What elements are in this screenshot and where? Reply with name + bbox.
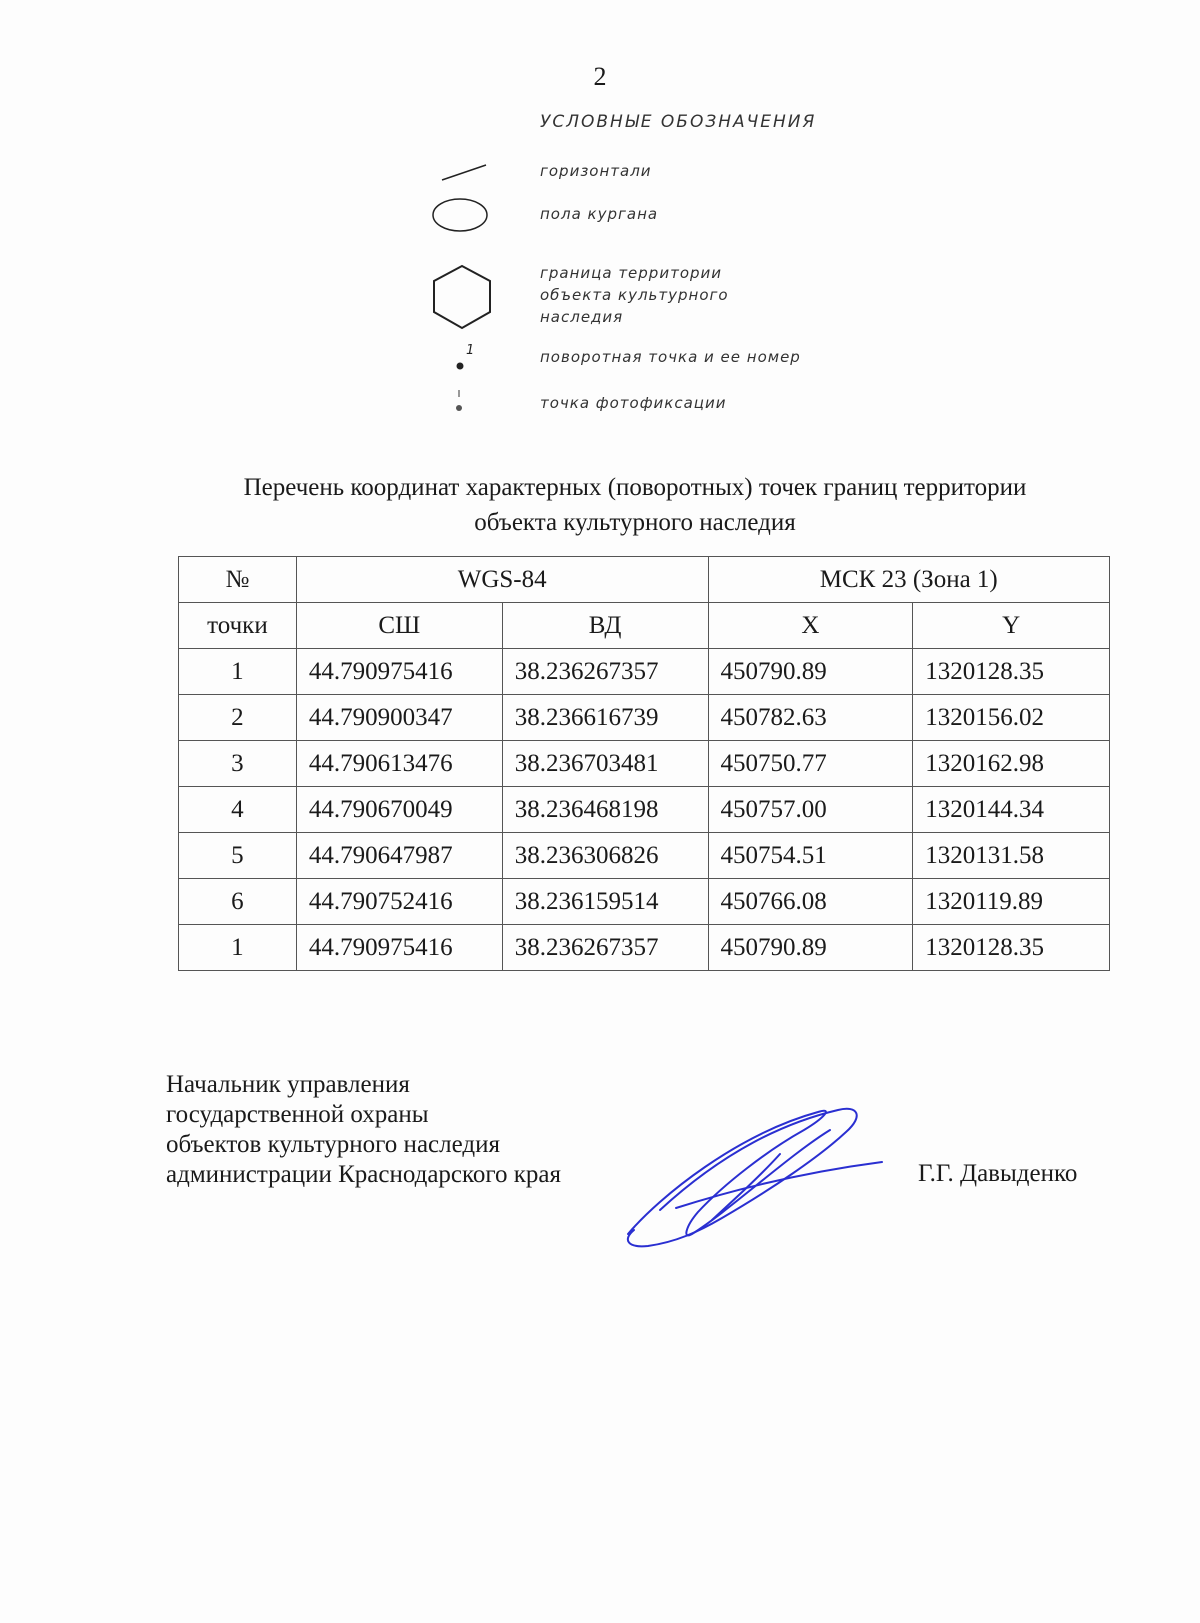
latitude-cell: 44.790647987 xyxy=(296,833,502,879)
x-cell: 450790.89 xyxy=(708,925,913,971)
point-number: 2 xyxy=(179,695,297,741)
latitude-cell: 44.790900347 xyxy=(296,695,502,741)
legend-item-mound xyxy=(430,195,900,235)
mound-floor-ellipse-icon xyxy=(430,195,530,235)
table-header-row xyxy=(179,557,1110,603)
x-cell: 450766.08 xyxy=(708,879,913,925)
header-x: X xyxy=(708,603,913,649)
coordinates-table xyxy=(178,556,1110,971)
legend-item-contour xyxy=(430,160,900,190)
header-longitude: ВД xyxy=(502,603,708,649)
territory-boundary-hexagon-icon xyxy=(430,262,530,342)
latitude-cell: 44.790670049 xyxy=(296,787,502,833)
y-cell: 1320162.98 xyxy=(913,741,1110,787)
header-msk23: МСК 23 (Зона 1) xyxy=(708,557,1109,603)
header-number: № xyxy=(179,557,297,603)
longitude-cell: 38.236616739 xyxy=(502,695,708,741)
table-row xyxy=(179,649,1110,695)
longitude-cell: 38.236267357 xyxy=(502,649,708,695)
longitude-cell: 38.236468198 xyxy=(502,787,708,833)
photo-point-icon xyxy=(430,388,530,424)
x-cell: 450754.51 xyxy=(708,833,913,879)
longitude-cell: 38.236159514 xyxy=(502,879,708,925)
legend-label-boundary: граница территории объекта культурного наследия xyxy=(540,264,729,326)
legend-label-turning-point: поворотная точка и ее номер xyxy=(540,348,801,366)
table-row xyxy=(179,925,1110,971)
table-row xyxy=(179,879,1110,925)
legend-item-photo-point xyxy=(430,388,900,424)
legend-item-turning-point xyxy=(430,340,900,380)
contour-line-icon xyxy=(430,160,530,190)
latitude-cell: 44.790975416 xyxy=(296,649,502,695)
y-cell: 1320128.35 xyxy=(913,649,1110,695)
turning-point-icon xyxy=(430,340,530,380)
x-cell: 450750.77 xyxy=(708,741,913,787)
legend-item-boundary xyxy=(430,262,900,342)
y-cell: 1320131.58 xyxy=(913,833,1110,879)
point-number: 4 xyxy=(179,787,297,833)
header-point: точки xyxy=(179,603,297,649)
turning-point-marker-number: 1 xyxy=(466,343,475,358)
legend-label-photo-point: точка фотофиксации xyxy=(540,394,727,412)
latitude-cell: 44.790752416 xyxy=(296,879,502,925)
latitude-cell: 44.790613476 xyxy=(296,741,502,787)
x-cell: 450790.89 xyxy=(708,649,913,695)
legend-label-contour: горизонтали xyxy=(540,162,652,180)
signer-name: Г.Г. Давыденко xyxy=(918,1160,1078,1187)
y-cell: 1320156.02 xyxy=(913,695,1110,741)
header-wgs84: WGS-84 xyxy=(296,557,708,603)
table-row xyxy=(179,787,1110,833)
longitude-cell: 38.236703481 xyxy=(502,741,708,787)
table-subheader-row xyxy=(179,603,1110,649)
legend-label-mound: пола кургана xyxy=(540,205,659,223)
header-y: Y xyxy=(913,603,1110,649)
table-title: Перечень координат характерных (поворотных) точек границ территории объекта культурного наследия xyxy=(243,474,1027,536)
y-cell: 1320119.89 xyxy=(913,879,1110,925)
header-latitude: СШ xyxy=(296,603,502,649)
longitude-cell: 38.236267357 xyxy=(502,925,708,971)
legend-title: УСЛОВНЫЕ ОБОЗНАЧЕНИЯ xyxy=(540,112,817,132)
table-row xyxy=(179,741,1110,787)
point-number: 1 xyxy=(179,925,297,971)
longitude-cell: 38.236306826 xyxy=(502,833,708,879)
latitude-cell: 44.790975416 xyxy=(296,925,502,971)
page-number: 2 xyxy=(593,62,607,91)
y-cell: 1320144.34 xyxy=(913,787,1110,833)
point-number: 5 xyxy=(179,833,297,879)
point-number: 3 xyxy=(179,741,297,787)
y-cell: 1320128.35 xyxy=(913,925,1110,971)
point-number: 1 xyxy=(179,649,297,695)
x-cell: 450782.63 xyxy=(708,695,913,741)
point-number: 6 xyxy=(179,879,297,925)
signer-position: Начальник управления государственной охраны объектов культурного наследия администрации Краснодарского края xyxy=(166,1071,562,1188)
x-cell: 450757.00 xyxy=(708,787,913,833)
handwritten-signature-icon xyxy=(620,1100,890,1250)
table-row xyxy=(179,833,1110,879)
table-row xyxy=(179,695,1110,741)
